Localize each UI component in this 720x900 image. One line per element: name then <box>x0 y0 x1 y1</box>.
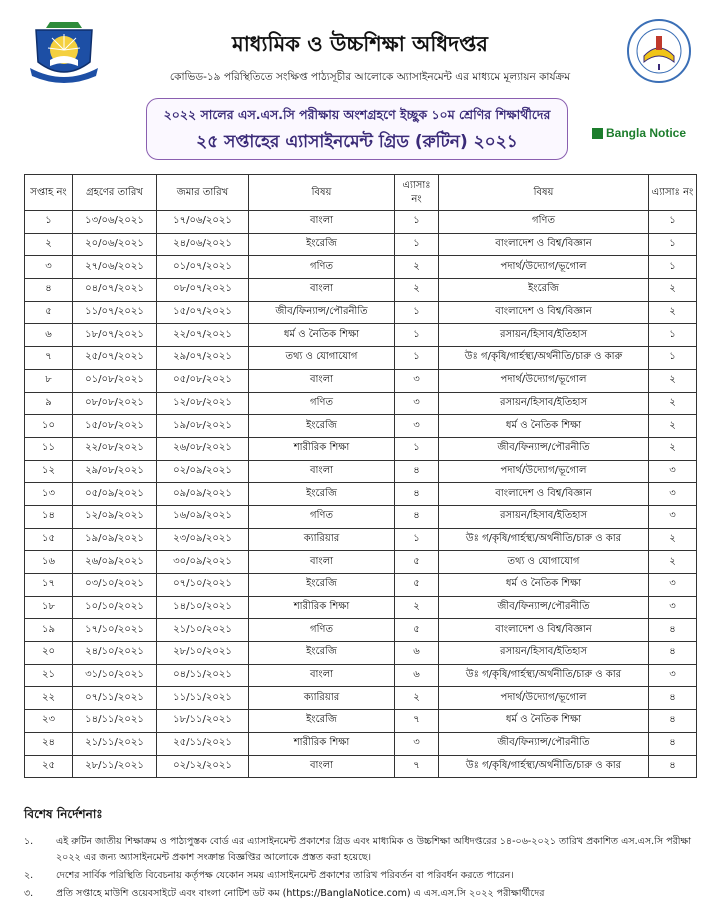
assignment-1-cell: ২ <box>395 596 439 619</box>
subject-1-cell: জীব/ফিন্যান্স/পৌরনীতি <box>249 301 395 324</box>
week-cell: ১৪ <box>25 505 73 528</box>
routine-title-line1: ২০২২ সালের এস.এস.সি পরীক্ষায় অংশগ্রহণে ইচ্ছুক ১০ম শ্রেণির শিক্ষার্থীদের <box>163 107 551 122</box>
brand-text: Bangla Notice <box>606 126 687 140</box>
table-body <box>25 211 697 778</box>
instruction-text: এই রুটিন জাতীয় শিক্ষাক্রম ও পাঠ্যপুস্তক বোর্ড এর এ্যাসাইনমেন্ট প্রকাশের গ্রিড এবং মাধ্যমিক ও উচ্চশিক্ষা অধিদপ্তরের ১৪-০৬-২০২১ তারিখ প্রকাশিত এস.এস.সি পরীক্ষা ২০২২ এর জন্য অ্যাসাইনমেন্ট প্রকাশ সংক্রান্ত বিজ্ঞপ্তির আলোকে প্রস্তত করা হয়েছে। <box>56 836 691 863</box>
subject-1-cell: গণিত <box>249 505 395 528</box>
assignment-2-cell: ২ <box>649 392 697 415</box>
week-cell: ১০ <box>25 415 73 438</box>
week-cell: ৯ <box>25 392 73 415</box>
table-row <box>25 415 697 438</box>
week-cell: ৪ <box>25 279 73 302</box>
table-row <box>25 710 697 733</box>
submit-date-cell: ০২/১২/২০২১ <box>157 755 249 778</box>
week-cell: ২ <box>25 233 73 256</box>
subject-1-cell: ইংরেজি <box>249 710 395 733</box>
receive-date-cell: ২৬/০৯/২০২১ <box>73 551 157 574</box>
assignment-1-cell: ৫ <box>395 551 439 574</box>
subject-2-cell: বাংলাদেশ ও বিশ্ব/বিজ্ঞান <box>439 619 649 642</box>
receive-date-cell: ২৪/১০/২০২১ <box>73 642 157 665</box>
subject-1-cell: শারীরিক শিক্ষা <box>249 732 395 755</box>
subject-2-cell: ধর্ম ও নৈতিক শিক্ষা <box>439 710 649 733</box>
assignment-2-cell: ১ <box>649 324 697 347</box>
col-header-receive-date: গ্রহণের তারিখ <box>73 175 157 211</box>
assignment-2-cell: ২ <box>649 415 697 438</box>
table-row <box>25 619 697 642</box>
table-row <box>25 460 697 483</box>
subject-2-cell: রসায়ন/হিসাব/ইতিহাস <box>439 324 649 347</box>
assignment-1-cell: ৩ <box>395 392 439 415</box>
instruction-item <box>24 886 696 900</box>
instruction-number: ১. <box>24 836 34 847</box>
week-cell: ১২ <box>25 460 73 483</box>
assignment-grid-table <box>24 174 697 778</box>
subject-2-cell: বাংলাদেশ ও বিশ্ব/বিজ্ঞান <box>439 301 649 324</box>
table-row <box>25 687 697 710</box>
table-row <box>25 551 697 574</box>
col-header-assignment-2: এ্যাসাঃ নং <box>649 175 697 211</box>
receive-date-cell: ১১/০৭/২০২১ <box>73 301 157 324</box>
submit-date-cell: ১১/১১/২০২১ <box>157 687 249 710</box>
submit-date-cell: ০১/০৭/২০২১ <box>157 256 249 279</box>
subject-1-cell: বাংলা <box>249 369 395 392</box>
assignment-1-cell: ৩ <box>395 415 439 438</box>
receive-date-cell: ১৪/১১/২০২১ <box>73 710 157 733</box>
table-row <box>25 233 697 256</box>
assignment-2-cell: ৪ <box>649 755 697 778</box>
assignment-2-cell: ৪ <box>649 710 697 733</box>
submit-date-cell: ১২/০৮/২০২১ <box>157 392 249 415</box>
submit-date-cell: ২৬/০৮/২০২১ <box>157 437 249 460</box>
table-row <box>25 279 697 302</box>
assignment-2-cell: ২ <box>649 551 697 574</box>
week-cell: ২৩ <box>25 710 73 733</box>
submit-date-cell: ০২/০৯/২০২১ <box>157 460 249 483</box>
submit-date-cell: ১৫/০৭/২০২১ <box>157 301 249 324</box>
receive-date-cell: ২৫/০৭/২০২১ <box>73 347 157 370</box>
table-row <box>25 755 697 778</box>
week-cell: ১১ <box>25 437 73 460</box>
week-cell: ৫ <box>25 301 73 324</box>
table-row <box>25 324 697 347</box>
receive-date-cell: ১০/১০/২০২১ <box>73 596 157 619</box>
week-cell: ১৩ <box>25 483 73 506</box>
subject-1-cell: বাংলা <box>249 551 395 574</box>
receive-date-cell: ১২/০৯/২০২১ <box>73 505 157 528</box>
week-cell: ২০ <box>25 642 73 665</box>
submit-date-cell: ২৮/১০/২০২১ <box>157 642 249 665</box>
receive-date-cell: ১৭/১০/২০২১ <box>73 619 157 642</box>
week-cell: ৭ <box>25 347 73 370</box>
subject-2-cell: জীব/ফিন্যান্স/পৌরনীতি <box>439 596 649 619</box>
receive-date-cell: ০৫/০৯/২০২১ <box>73 483 157 506</box>
submit-date-cell: ২২/০৭/২০২১ <box>157 324 249 347</box>
assignment-1-cell: ৬ <box>395 664 439 687</box>
assignment-2-cell: ২ <box>649 301 697 324</box>
org-title: মাধ্যমিক ও উচ্চশিক্ষা অধিদপ্তর <box>232 32 488 56</box>
org-subtitle: কোভিড-১৯ পরিস্থিতিতে সংক্ষিপ্ত পাঠ্যসূচীর আলোকে অ্যাসাইনমেন্ট এর মাধ্যমে মূল্যায়ন কার্যক্রম <box>169 71 571 83</box>
submit-date-cell: ০৮/০৭/২০২১ <box>157 279 249 302</box>
assignment-1-cell: ২ <box>395 687 439 710</box>
subject-2-cell: ধর্ম ও নৈতিক শিক্ষা <box>439 415 649 438</box>
dshe-logo-icon <box>24 20 104 84</box>
subject-1-cell: শারীরিক শিক্ষা <box>249 596 395 619</box>
instructions-title: বিশেষ নির্দেশনাঃ <box>24 807 103 821</box>
subject-2-cell: পদার্থ/উদ্যোগ/ভূগোল <box>439 687 649 710</box>
table-row <box>25 642 697 665</box>
receive-date-cell: ০১/০৮/২০২১ <box>73 369 157 392</box>
subject-2-cell: ধর্ম ও নৈতিক শিক্ষা <box>439 574 649 597</box>
subject-2-cell: তথ্য ও যোগাযোগ <box>439 551 649 574</box>
assignment-1-cell: ৫ <box>395 574 439 597</box>
receive-date-cell: ২৯/০৮/২০২১ <box>73 460 157 483</box>
instruction-item <box>24 834 696 866</box>
week-cell: ১৬ <box>25 551 73 574</box>
table-row <box>25 369 697 392</box>
submit-date-cell: ৩০/০৯/২০২১ <box>157 551 249 574</box>
subject-1-cell: ইংরেজি <box>249 642 395 665</box>
subject-1-cell: ধর্ম ও নৈতিক শিক্ষা <box>249 324 395 347</box>
week-cell: ২২ <box>25 687 73 710</box>
assignment-2-cell: ১ <box>649 256 697 279</box>
routine-title-line2: ২৫ সপ্তাহের এ্যাসাইনমেন্ট গ্রিড (রুটিন) ২০২১ <box>196 132 518 152</box>
assignment-1-cell: ৪ <box>395 483 439 506</box>
week-cell: ১৫ <box>25 528 73 551</box>
assignment-1-cell: ২ <box>395 256 439 279</box>
assignment-2-cell: ৩ <box>649 483 697 506</box>
instruction-text: প্রতি সপ্তাহে মাউশি ওয়েবসাইটে এবং বাংলা নোটিশ ডট কম (https://BanglaNotice.com) এ এস.এস.সি ২০২২ পরীক্ষার্থীদের <box>56 888 545 899</box>
receive-date-cell: ২১/১১/২০২১ <box>73 732 157 755</box>
bangla-notice-icon <box>592 128 603 139</box>
week-cell: ৮ <box>25 369 73 392</box>
week-cell: ৩ <box>25 256 73 279</box>
week-cell: ১৯ <box>25 619 73 642</box>
assignment-1-cell: ৪ <box>395 505 439 528</box>
receive-date-cell: ২০/০৬/২০২১ <box>73 233 157 256</box>
seal-icon <box>626 18 692 84</box>
submit-date-cell: ০৪/১১/২০২১ <box>157 664 249 687</box>
subject-1-cell: ইংরেজি <box>249 574 395 597</box>
subject-2-cell: উঃ গ/কৃষি/গার্হস্থ্য/অর্থনীতি/চারু ও কার <box>439 664 649 687</box>
col-header-subject-1: বিষয় <box>249 175 395 211</box>
assignment-1-cell: ৭ <box>395 710 439 733</box>
assignment-2-cell: ৪ <box>649 619 697 642</box>
subject-1-cell: গণিত <box>249 256 395 279</box>
assignment-2-cell: ৩ <box>649 596 697 619</box>
subject-2-cell: পদার্থ/উদ্যোগ/ভূগোল <box>439 460 649 483</box>
assignment-1-cell: ১ <box>395 528 439 551</box>
table-row <box>25 256 697 279</box>
receive-date-cell: ০৭/১১/২০২১ <box>73 687 157 710</box>
assignment-2-cell: ৩ <box>649 664 697 687</box>
assignment-2-cell: ১ <box>649 347 697 370</box>
week-cell: ২৪ <box>25 732 73 755</box>
subject-1-cell: শারীরিক শিক্ষা <box>249 437 395 460</box>
col-header-submit-date: জমার তারিখ <box>157 175 249 211</box>
subject-2-cell: পদার্থ/উদ্যোগ/ভূগোল <box>439 256 649 279</box>
assignment-2-cell: ২ <box>649 369 697 392</box>
subject-2-cell: বাংলাদেশ ও বিশ্ব/বিজ্ঞান <box>439 233 649 256</box>
assignment-1-cell: ১ <box>395 347 439 370</box>
subject-2-cell: উঃ গ/কৃষি/গার্হস্থ্য/অর্থনীতি/চারু ও কার <box>439 755 649 778</box>
subject-1-cell: বাংলা <box>249 755 395 778</box>
submit-date-cell: ১৮/১১/২০২১ <box>157 710 249 733</box>
submit-date-cell: ২৩/০৯/২০২১ <box>157 528 249 551</box>
submit-date-cell: ২১/১০/২০২১ <box>157 619 249 642</box>
subject-2-cell: উঃ গ/কৃষি/গার্হস্থ্য/অর্থনীতি/চারু ও কার <box>439 528 649 551</box>
receive-date-cell: ০৪/০৭/২০২১ <box>73 279 157 302</box>
table-row <box>25 392 697 415</box>
table-row <box>25 528 697 551</box>
table-row <box>25 211 697 234</box>
receive-date-cell: ২৭/০৬/২০২১ <box>73 256 157 279</box>
assignment-2-cell: ৪ <box>649 732 697 755</box>
assignment-1-cell: ২ <box>395 279 439 302</box>
subject-1-cell: তথ্য ও যোগাযোগ <box>249 347 395 370</box>
assignment-1-cell: ১ <box>395 233 439 256</box>
receive-date-cell: ১৩/০৬/২০২১ <box>73 211 157 234</box>
subject-2-cell: রসায়ন/হিসাব/ইতিহাস <box>439 642 649 665</box>
week-cell: ৬ <box>25 324 73 347</box>
subject-2-cell: রসায়ন/হিসাব/ইতিহাস <box>439 505 649 528</box>
assignment-1-cell: ৭ <box>395 755 439 778</box>
table-row <box>25 732 697 755</box>
subject-1-cell: বাংলা <box>249 664 395 687</box>
receive-date-cell: ১৫/০৮/২০২১ <box>73 415 157 438</box>
assignment-2-cell: ৩ <box>649 574 697 597</box>
assignment-2-cell: ২ <box>649 279 697 302</box>
subject-1-cell: ইংরেজি <box>249 233 395 256</box>
submit-date-cell: ০৯/০৯/২০২১ <box>157 483 249 506</box>
assignment-1-cell: ৩ <box>395 732 439 755</box>
subject-1-cell: ইংরেজি <box>249 415 395 438</box>
table-row <box>25 483 697 506</box>
assignment-1-cell: ১ <box>395 301 439 324</box>
submit-date-cell: ১৪/১০/২০২১ <box>157 596 249 619</box>
assignment-2-cell: ২ <box>649 528 697 551</box>
table-header-row <box>25 175 697 211</box>
receive-date-cell: ২২/০৮/২০২১ <box>73 437 157 460</box>
submit-date-cell: ০৫/০৮/২০২১ <box>157 369 249 392</box>
submit-date-cell: ২৪/০৬/২০২১ <box>157 233 249 256</box>
subject-2-cell: বাংলাদেশ ও বিশ্ব/বিজ্ঞান <box>439 483 649 506</box>
submit-date-cell: ২৯/০৭/২০২১ <box>157 347 249 370</box>
assignment-1-cell: ৫ <box>395 619 439 642</box>
submit-date-cell: ২৫/১১/২০২১ <box>157 732 249 755</box>
receive-date-cell: ০৮/০৮/২০২১ <box>73 392 157 415</box>
subject-1-cell: ইংরেজি <box>249 483 395 506</box>
routine-title-box <box>146 98 568 160</box>
table-row <box>25 505 697 528</box>
assignment-2-cell: ৩ <box>649 505 697 528</box>
table-row <box>25 347 697 370</box>
assignment-1-cell: ১ <box>395 437 439 460</box>
table-row <box>25 664 697 687</box>
instruction-text: দেশের সার্বিক পরিস্থিতি বিবেচনায় কর্তৃপক্ষ যেকোন সময় এ্যাসাইনমেন্ট প্রকাশের তারিখ পরিবর্তন বা পরিবর্ধন করতে পারেন। <box>56 870 514 881</box>
receive-date-cell: ০৩/১০/২০২১ <box>73 574 157 597</box>
receive-date-cell: ১৮/০৭/২০২১ <box>73 324 157 347</box>
week-cell: ২৫ <box>25 755 73 778</box>
col-header-subject-2: বিষয় <box>439 175 649 211</box>
assignment-2-cell: ৩ <box>649 460 697 483</box>
header <box>0 0 720 92</box>
subject-2-cell: রসায়ন/হিসাব/ইতিহাস <box>439 392 649 415</box>
week-cell: ২১ <box>25 664 73 687</box>
receive-date-cell: ৩১/১০/২০২১ <box>73 664 157 687</box>
assignment-2-cell: ৪ <box>649 642 697 665</box>
submit-date-cell: ১৯/০৮/২০২১ <box>157 415 249 438</box>
bangla-notice-brand <box>592 124 686 142</box>
instruction-number: ৩. <box>24 888 34 899</box>
table-row <box>25 574 697 597</box>
table-row <box>25 596 697 619</box>
assignment-1-cell: ১ <box>395 324 439 347</box>
subject-2-cell: পদার্থ/উদ্যোগ/ভূগোল <box>439 369 649 392</box>
subject-2-cell: জীব/ফিন্যান্স/পৌরনীতি <box>439 437 649 460</box>
assignment-1-cell: ৩ <box>395 369 439 392</box>
assignment-1-cell: ৪ <box>395 460 439 483</box>
subject-1-cell: গণিত <box>249 619 395 642</box>
subject-2-cell: জীব/ফিন্যান্স/পৌরনীতি <box>439 732 649 755</box>
col-header-week: সপ্তাহ নং <box>25 175 73 211</box>
submit-date-cell: ১৭/০৬/২০২১ <box>157 211 249 234</box>
subject-1-cell: ক্যারিয়ার <box>249 528 395 551</box>
assignment-2-cell: ১ <box>649 211 697 234</box>
assignment-1-cell: ৬ <box>395 642 439 665</box>
week-cell: ১ <box>25 211 73 234</box>
week-cell: ১৭ <box>25 574 73 597</box>
subject-1-cell: বাংলা <box>249 211 395 234</box>
instruction-number: ২. <box>24 870 34 881</box>
subject-2-cell: গণিত <box>439 211 649 234</box>
assignment-2-cell: ২ <box>649 437 697 460</box>
week-cell: ১৮ <box>25 596 73 619</box>
receive-date-cell: ২৮/১১/২০২১ <box>73 755 157 778</box>
table-row <box>25 437 697 460</box>
assignment-1-cell: ১ <box>395 211 439 234</box>
subject-1-cell: গণিত <box>249 392 395 415</box>
subject-2-cell: ইংরেজি <box>439 279 649 302</box>
assignment-2-cell: ১ <box>649 233 697 256</box>
submit-date-cell: ০৭/১০/২০২১ <box>157 574 249 597</box>
assignment-2-cell: ৪ <box>649 687 697 710</box>
table-row <box>25 301 697 324</box>
special-instructions <box>24 806 696 900</box>
subject-1-cell: বাংলা <box>249 460 395 483</box>
instruction-item <box>24 868 696 884</box>
receive-date-cell: ১৯/০৯/২০২১ <box>73 528 157 551</box>
submit-date-cell: ১৬/০৯/২০২১ <box>157 505 249 528</box>
subject-1-cell: ক্যারিয়ার <box>249 687 395 710</box>
subject-2-cell: উঃ গ/কৃষি/গার্হস্থ্য/অর্থনীতি/চারু ও কারু <box>439 347 649 370</box>
col-header-assignment-1: এ্যাসাঃ নং <box>395 175 439 211</box>
subject-1-cell: বাংলা <box>249 279 395 302</box>
